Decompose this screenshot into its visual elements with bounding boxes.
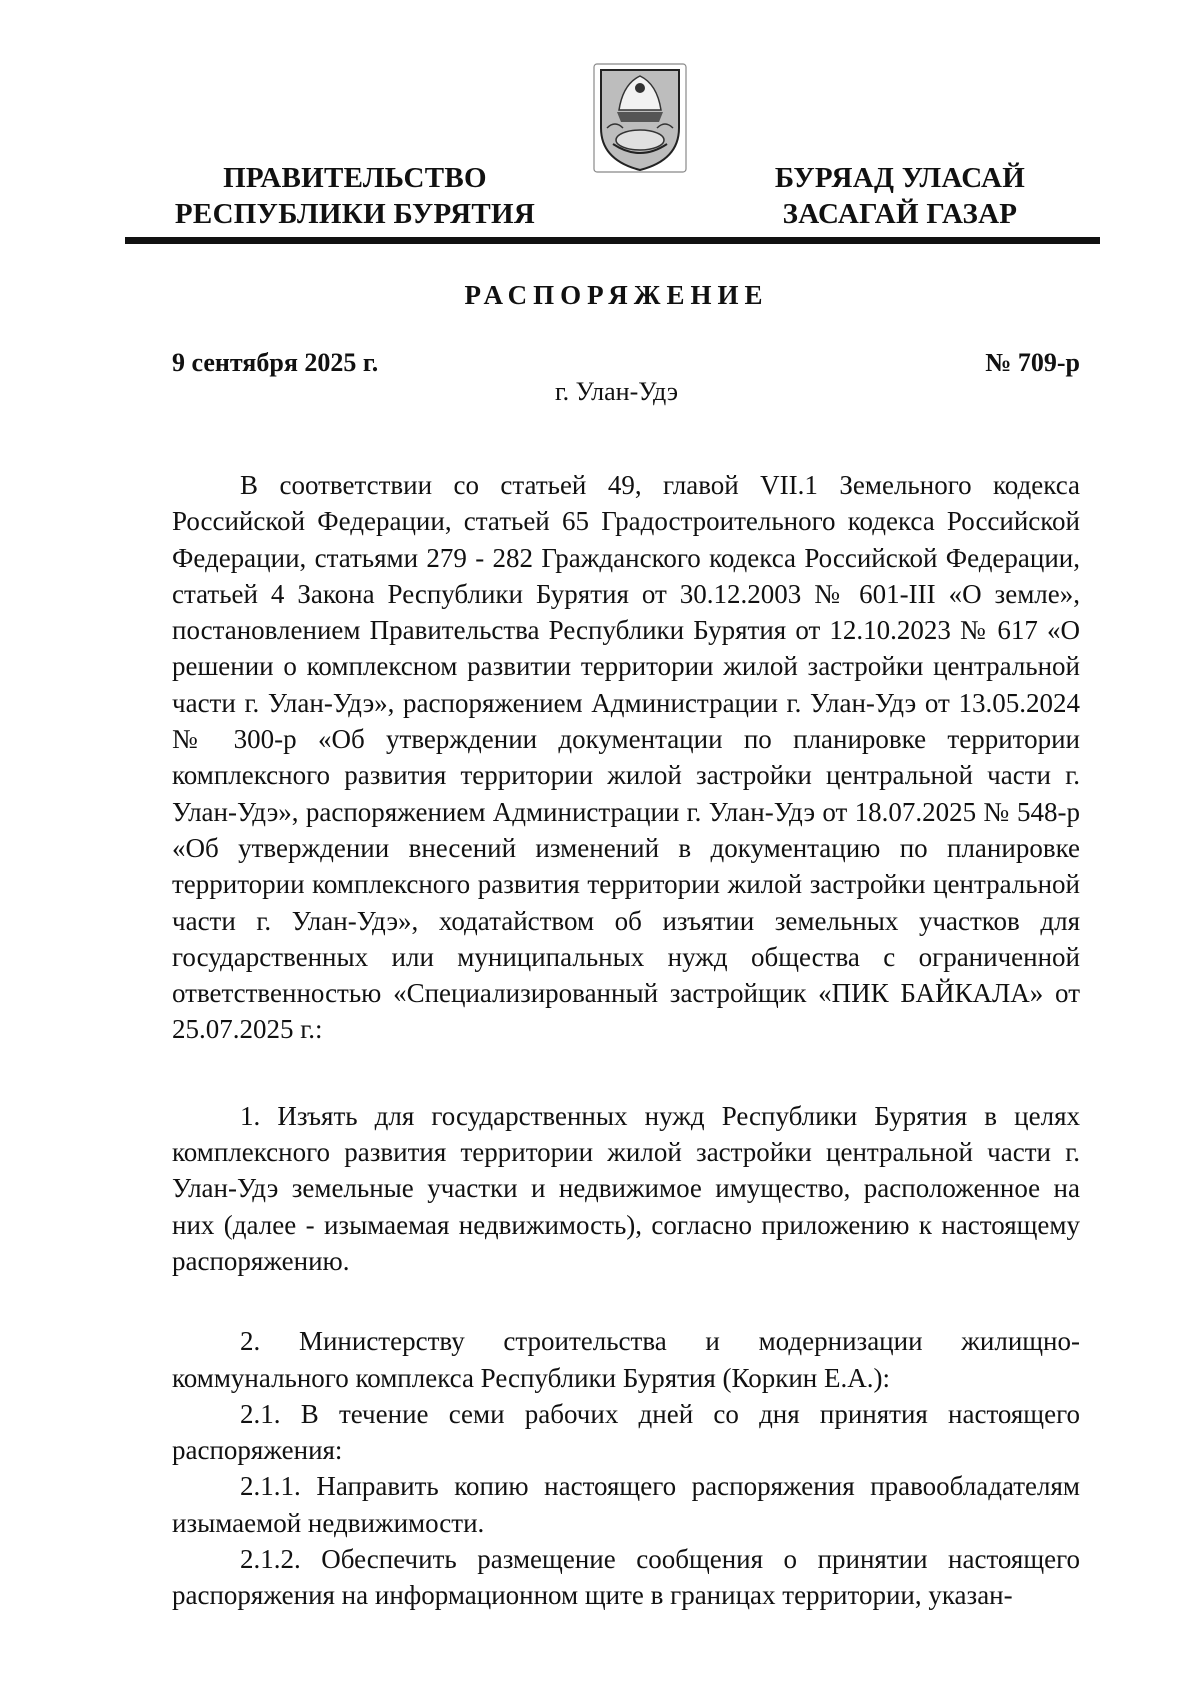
document-city: г. Улан-Удэ [554,377,679,406]
org-name-buryat-line2: ЗАСАГАЙ ГАЗАР [782,198,1018,230]
coat-of-arms-icon [591,58,689,176]
org-name-russian-line2: РЕСПУБЛИКИ БУРЯТИЯ [174,198,536,230]
document-date: 9 сентября 2025 г. [172,348,379,377]
item-2-1-2-paragraph: 2.1.2. Обеспечить размещение сообщения о принятии настоящего распоряжения на информационном щите в границах территории, указан- [172,1544,1080,1611]
document-body [172,467,1080,1614]
item-2-1-paragraph: 2.1. В течение семи рабочих дней со дня принятия настоящего распоряжения: [172,1398,1080,1466]
preamble-paragraph: В соответствии со статьей 49, главой VII.1 Земельного кодекса Российской Федерации, статьей 65 Градостроительного кодекса Российской Федерации, статьями 279 - 282 Гражданского кодекса Российской Федерации, статьей 4 Закона Республики Бурятия от 30.12.2003 № 601-III «О земле», постановлением Правительства Республики Бурятия от 12.10.2023 № 617 «О решении о комплексном развитии территории жилой застройки центральной части г. Улан-Удэ», распоряжением Администрации г. Улан-Удэ от 13.05.2024 № 300-р «Об утверждении документации по планировке территории комплексного развития территории жилой застройки центральной части г. Улан-Удэ», распоряжением Администрации г. Улан-Удэ от 18.07.2025 № 548-р «Об утверждении внесений изменений в документацию по планировке территории комплексного развития территории жилой застройки центральной части г. Улан-Удэ», ходатайством об изъятии земельных участков для государственных или муниципальных нужд общества с ограниченной ответственностью «Специализированный застройщик «ПИК БАЙКАЛА» от 25.07.2025 г.: [172,470,1080,1045]
item-2-paragraph: 2. Министерству строительства и модернизации жилищно-коммунального комплекса Республики Бурятия (Коркин Е.А.): [172,1326,1080,1393]
org-name-russian-line1: ПРАВИТЕЛЬСТВО [223,162,487,194]
item-2-1-1-paragraph: 2.1.1. Направить копию настоящего распоряжения правообладателям изымаемой недвижимости. [172,1471,1080,1538]
org-name-buryat-line1: БУРЯАД УЛАСАЙ [774,162,1026,194]
org-name-buryat [745,160,1055,232]
document-number: № 709-р [985,348,1080,377]
header-divider [125,237,1100,244]
document-type-title: РАСПОРЯЖЕНИЕ [464,280,769,310]
org-name-russian [170,160,540,232]
item-1-paragraph: 1. Изъять для государственных нужд Республики Бурятия в целях комплексного развития территории жилой застройки центральной части г. Улан-Удэ земельные участки и недвижимое имущество, расположенное на них (далее - изымаемая недвижимость), согласно приложению к настоящему распоряжению. [172,1100,1080,1276]
